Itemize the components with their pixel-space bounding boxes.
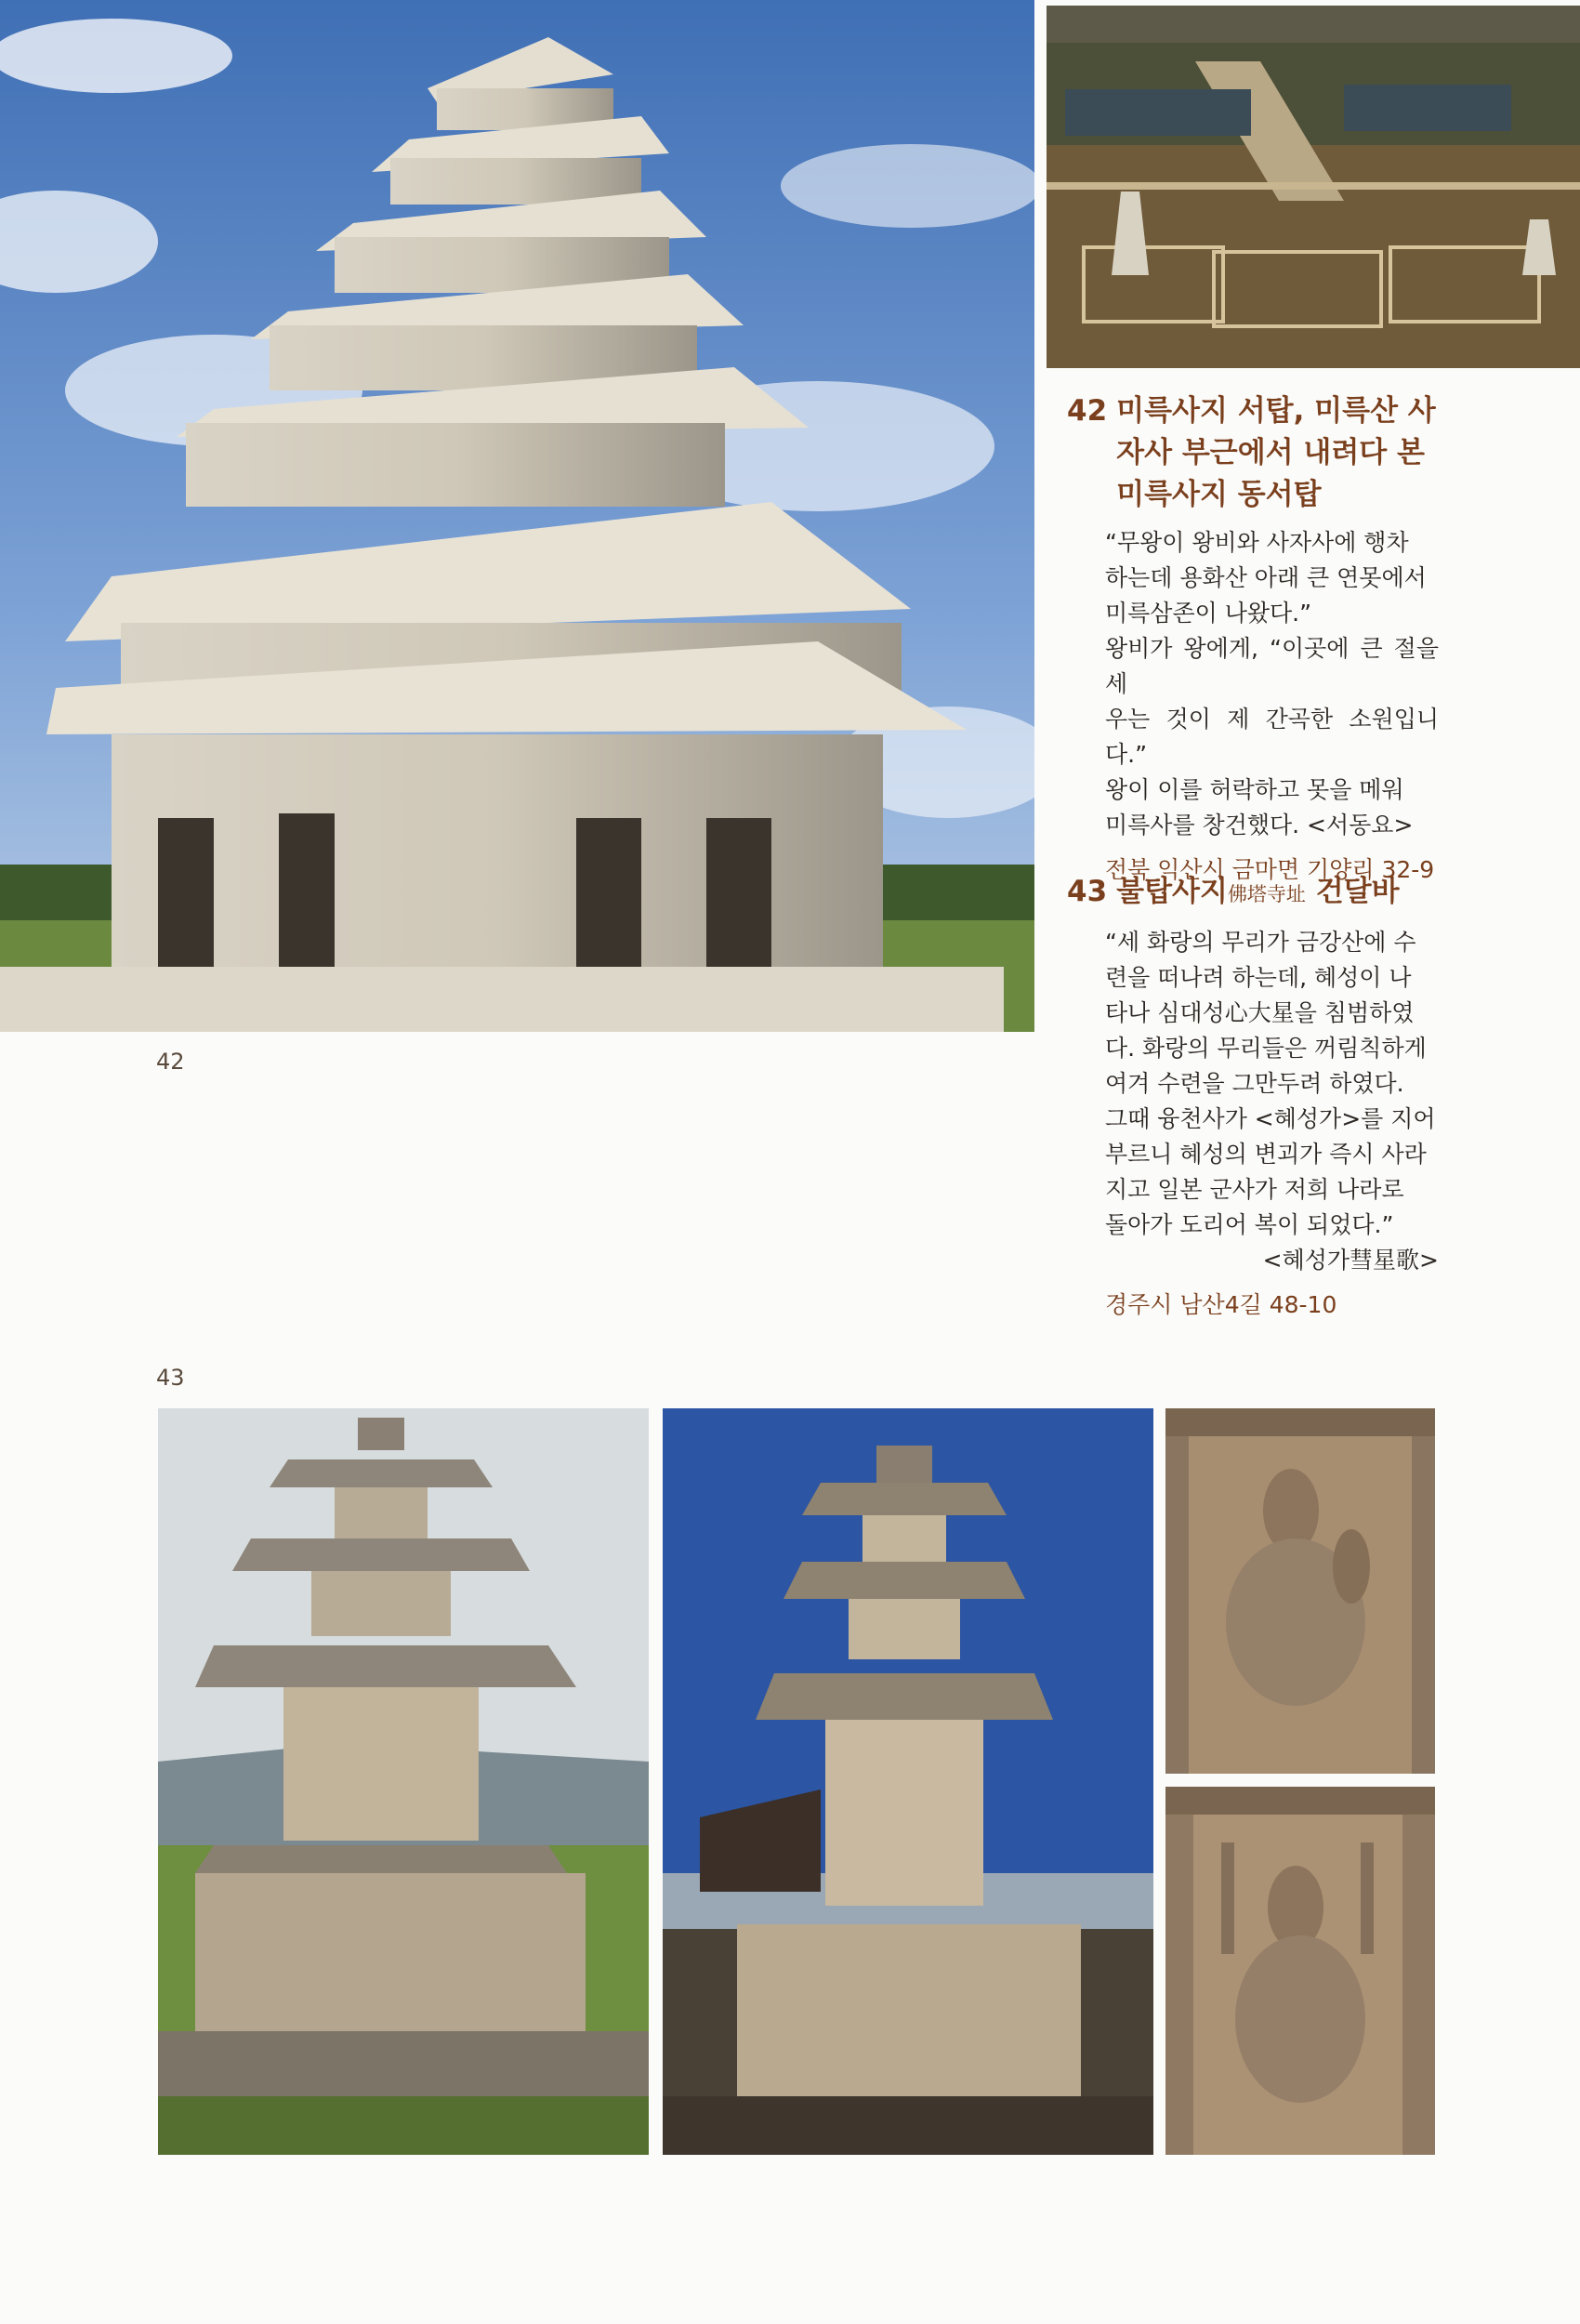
caption-43-title xyxy=(1067,871,1439,916)
caption-43-title-main: 불탑사지 xyxy=(1116,875,1228,908)
caption-42-title xyxy=(1067,390,1439,516)
caption-43-line: 그때 융천사가 <혜성가>를 지어 xyxy=(1105,1105,1436,1132)
photo-pagoda-blue-sky xyxy=(663,1408,1153,2155)
photo-relief-gandharva-lower xyxy=(1165,1787,1435,2155)
figure-number-43: 43 xyxy=(156,1365,185,1391)
photo-pagoda-cloudy xyxy=(158,1408,649,2155)
caption-42-location: 전북 익산시 금마면 기양리 32-9 xyxy=(1105,856,1435,883)
photo-relief-gandharva-upper xyxy=(1165,1408,1435,1774)
caption-42-body xyxy=(1105,525,1439,888)
caption-43-number: 43 xyxy=(1067,875,1108,908)
caption-42-line: 미륵삼존이 나왔다.” xyxy=(1105,600,1312,627)
caption-figure-42 xyxy=(1067,390,1439,888)
caption-42-line: 왕비가 왕에게, “이곳에 큰 절을 세 xyxy=(1105,635,1439,697)
caption-43-line: 타나 심대성心大星을 침범하였 xyxy=(1105,999,1415,1026)
caption-43-source: <혜성가彗星歌> xyxy=(1262,1247,1439,1274)
caption-42-line: “무왕이 왕비와 사자사에 행차 xyxy=(1105,529,1409,556)
caption-43-line: 부르니 혜성의 변괴가 즉시 사라 xyxy=(1105,1141,1427,1168)
caption-42-line: 우는 것이 제 간곡한 소원입니다.” xyxy=(1105,706,1439,768)
caption-42-line: 미륵사를 창건했다. <서동요> xyxy=(1105,812,1414,838)
caption-43-heading xyxy=(1116,871,1399,916)
caption-figure-43 xyxy=(1067,871,1439,1323)
caption-43-body xyxy=(1105,925,1439,1323)
caption-43-line: 련을 떠나려 하는데, 혜성이 나 xyxy=(1105,964,1412,991)
caption-42-heading: 미륵사지 서탑, 미륵산 사자사 부근에서 내려다 본 미륵사지 동서탑 xyxy=(1116,394,1436,511)
caption-43-line: 여겨 수련을 그만두려 하였다. xyxy=(1105,1070,1404,1097)
caption-43-title-hanja: 佛塔寺址 xyxy=(1227,883,1306,905)
photo-mireuksa-aerial-view xyxy=(1047,6,1580,368)
caption-43-line: “세 화랑의 무리가 금강산에 수 xyxy=(1105,929,1416,956)
caption-43-line: 돌아가 도리어 복이 되었다.” xyxy=(1105,1211,1394,1238)
caption-43-location: 경주시 남산4길 48-10 xyxy=(1105,1291,1337,1318)
figure-number-42: 42 xyxy=(156,1049,185,1075)
caption-42-number: 42 xyxy=(1067,394,1108,428)
photo-mireuksa-west-pagoda xyxy=(0,0,1034,1032)
caption-43-title-rest: 건달바 xyxy=(1315,875,1400,908)
caption-42-line: 하는데 용화산 아래 큰 연못에서 xyxy=(1105,564,1427,591)
caption-43-line: 다. 화랑의 무리들은 꺼림칙하게 xyxy=(1105,1035,1427,1062)
caption-43-line: 지고 일본 군사가 저희 나라로 xyxy=(1105,1176,1404,1203)
caption-42-line: 왕이 이를 허락하고 못을 메워 xyxy=(1105,776,1404,803)
